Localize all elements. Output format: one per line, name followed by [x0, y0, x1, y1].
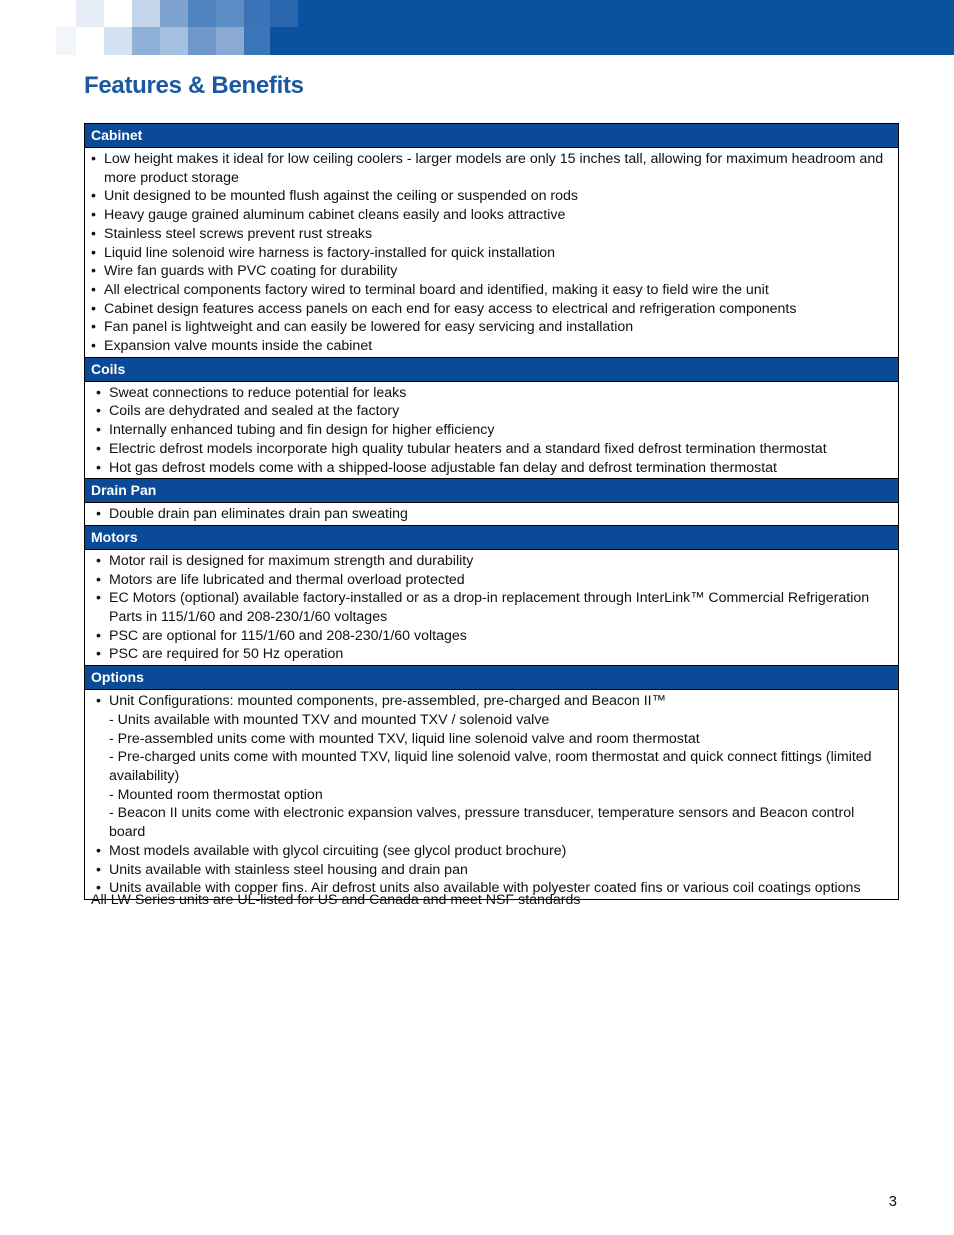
header-banner	[0, 0, 954, 55]
section-header-cabinet: Cabinet	[85, 124, 898, 148]
sub-item: - Pre-assembled units come with mounted TXV, liquid line solenoid valve and room thermostat	[109, 730, 700, 747]
list-item: • Sweat connections to reduce potential for leaks	[96, 384, 407, 401]
list-item: • Heavy gauge grained aluminum cabinet cleans easily and looks attractive	[91, 207, 566, 224]
page-number: 3	[888, 1193, 897, 1210]
list-item: • Coils are dehydrated and sealed at the factory	[96, 403, 400, 420]
section-header-drain-pan: Drain Pan	[85, 479, 898, 503]
section-body-motors	[85, 550, 898, 666]
list-item: • Units available with copper fins. Air defrost units also available with polyester coated fins or various coil coatings options	[96, 880, 861, 897]
list-item: • Expansion valve mounts inside the cabinet	[91, 338, 373, 355]
section-header-motors: Motors	[85, 526, 898, 550]
list-item: • EC Motors (optional) available factory-installed or as a drop-in replacement through InterLink™ Commercial Refrigeration Parts in 115/1/60 and 208-230/1/60 voltages	[96, 590, 870, 626]
list-item: • Low height makes it ideal for low ceiling coolers - larger models are only 15 inches tall, allowing for maximum headroom and more product storage	[91, 151, 884, 186]
features-table	[84, 123, 899, 900]
sub-item: - Mounted room thermostat option	[109, 786, 323, 803]
section-body-coils	[85, 382, 898, 480]
list-item: • Double drain pan eliminates drain pan sweating	[96, 506, 408, 523]
list-item: • PSC are optional for 115/1/60 and 208-230/1/60 voltages	[96, 627, 467, 644]
page-title: Features & Benefits	[84, 72, 304, 99]
list-item: • PSC are required for 50 Hz operation	[96, 646, 344, 663]
list-item: • Electric defrost models incorporate high quality tubular heaters and a standard fixed defrost termination thermostat	[96, 440, 827, 457]
list-item: • Liquid line solenoid wire harness is factory-installed for quick installation	[91, 244, 556, 261]
sub-item: - Units available with mounted TXV and mounted TXV / solenoid valve	[109, 711, 550, 728]
list-item: • Internally enhanced tubing and fin design for higher efficiency	[96, 422, 495, 439]
list-item: • Unit designed to be mounted flush against the ceiling or suspended on rods	[91, 188, 579, 205]
section-body-drain-pan	[85, 503, 898, 526]
sub-item: - Pre-charged units come with mounted TXV, liquid line solenoid valve, room thermostat and quick connect fittings (limited availability)	[109, 749, 872, 784]
list-item: • Fan panel is lightweight and can easily be lowered for easy servicing and installation	[91, 319, 634, 336]
list-item: • Cabinet design features access panels on each end for easy access to electrical and refrigeration components	[91, 300, 797, 317]
section-body-options	[85, 690, 898, 899]
section-header-options: Options	[85, 666, 898, 690]
list-item: • Units available with stainless steel housing and drain pan	[96, 861, 468, 878]
section-header-coils: Coils	[85, 358, 898, 382]
list-item: • Hot gas defrost models come with a shipped-loose adjustable fan delay and defrost termination thermostat	[96, 459, 777, 476]
list-item: • Motors are life lubricated and thermal overload protected	[96, 571, 465, 588]
list-item: • All electrical components factory wired to terminal board and identified, making it easy to field wire the unit	[91, 281, 769, 298]
list-item: • Unit Configurations: mounted components, pre-assembled, pre-charged and Beacon II™ - Units available with mounted TXV and mounted TXV / solenoid valve - Pre-assembled units come with mounted TXV, liquid line solenoid valve and room thermostat - Pre-charged units come with mounted TXV, liquid line solenoid valve, room thermostat and quick connect fittings (limited availability) - Mounted room thermostat option - Beacon II units come with electronic expansion valves, pressure transducer, temperature sensors and Beacon control board	[109, 692, 894, 842]
footnote: All LW Series units are UL-listed for US and Canada and meet NSF standards	[91, 892, 581, 908]
list-item: • Most models available with glycol circuiting (see glycol product brochure)	[96, 842, 567, 859]
list-item: • Wire fan guards with PVC coating for durability	[91, 263, 398, 280]
sub-item: - Beacon II units come with electronic expansion valves, pressure transducer, temperature sensors and Beacon control board	[109, 805, 855, 841]
list-item: • Motor rail is designed for maximum strength and durability	[96, 552, 474, 569]
list-item: • Stainless steel screws prevent rust streaks	[91, 225, 373, 242]
section-body-cabinet	[85, 148, 898, 358]
